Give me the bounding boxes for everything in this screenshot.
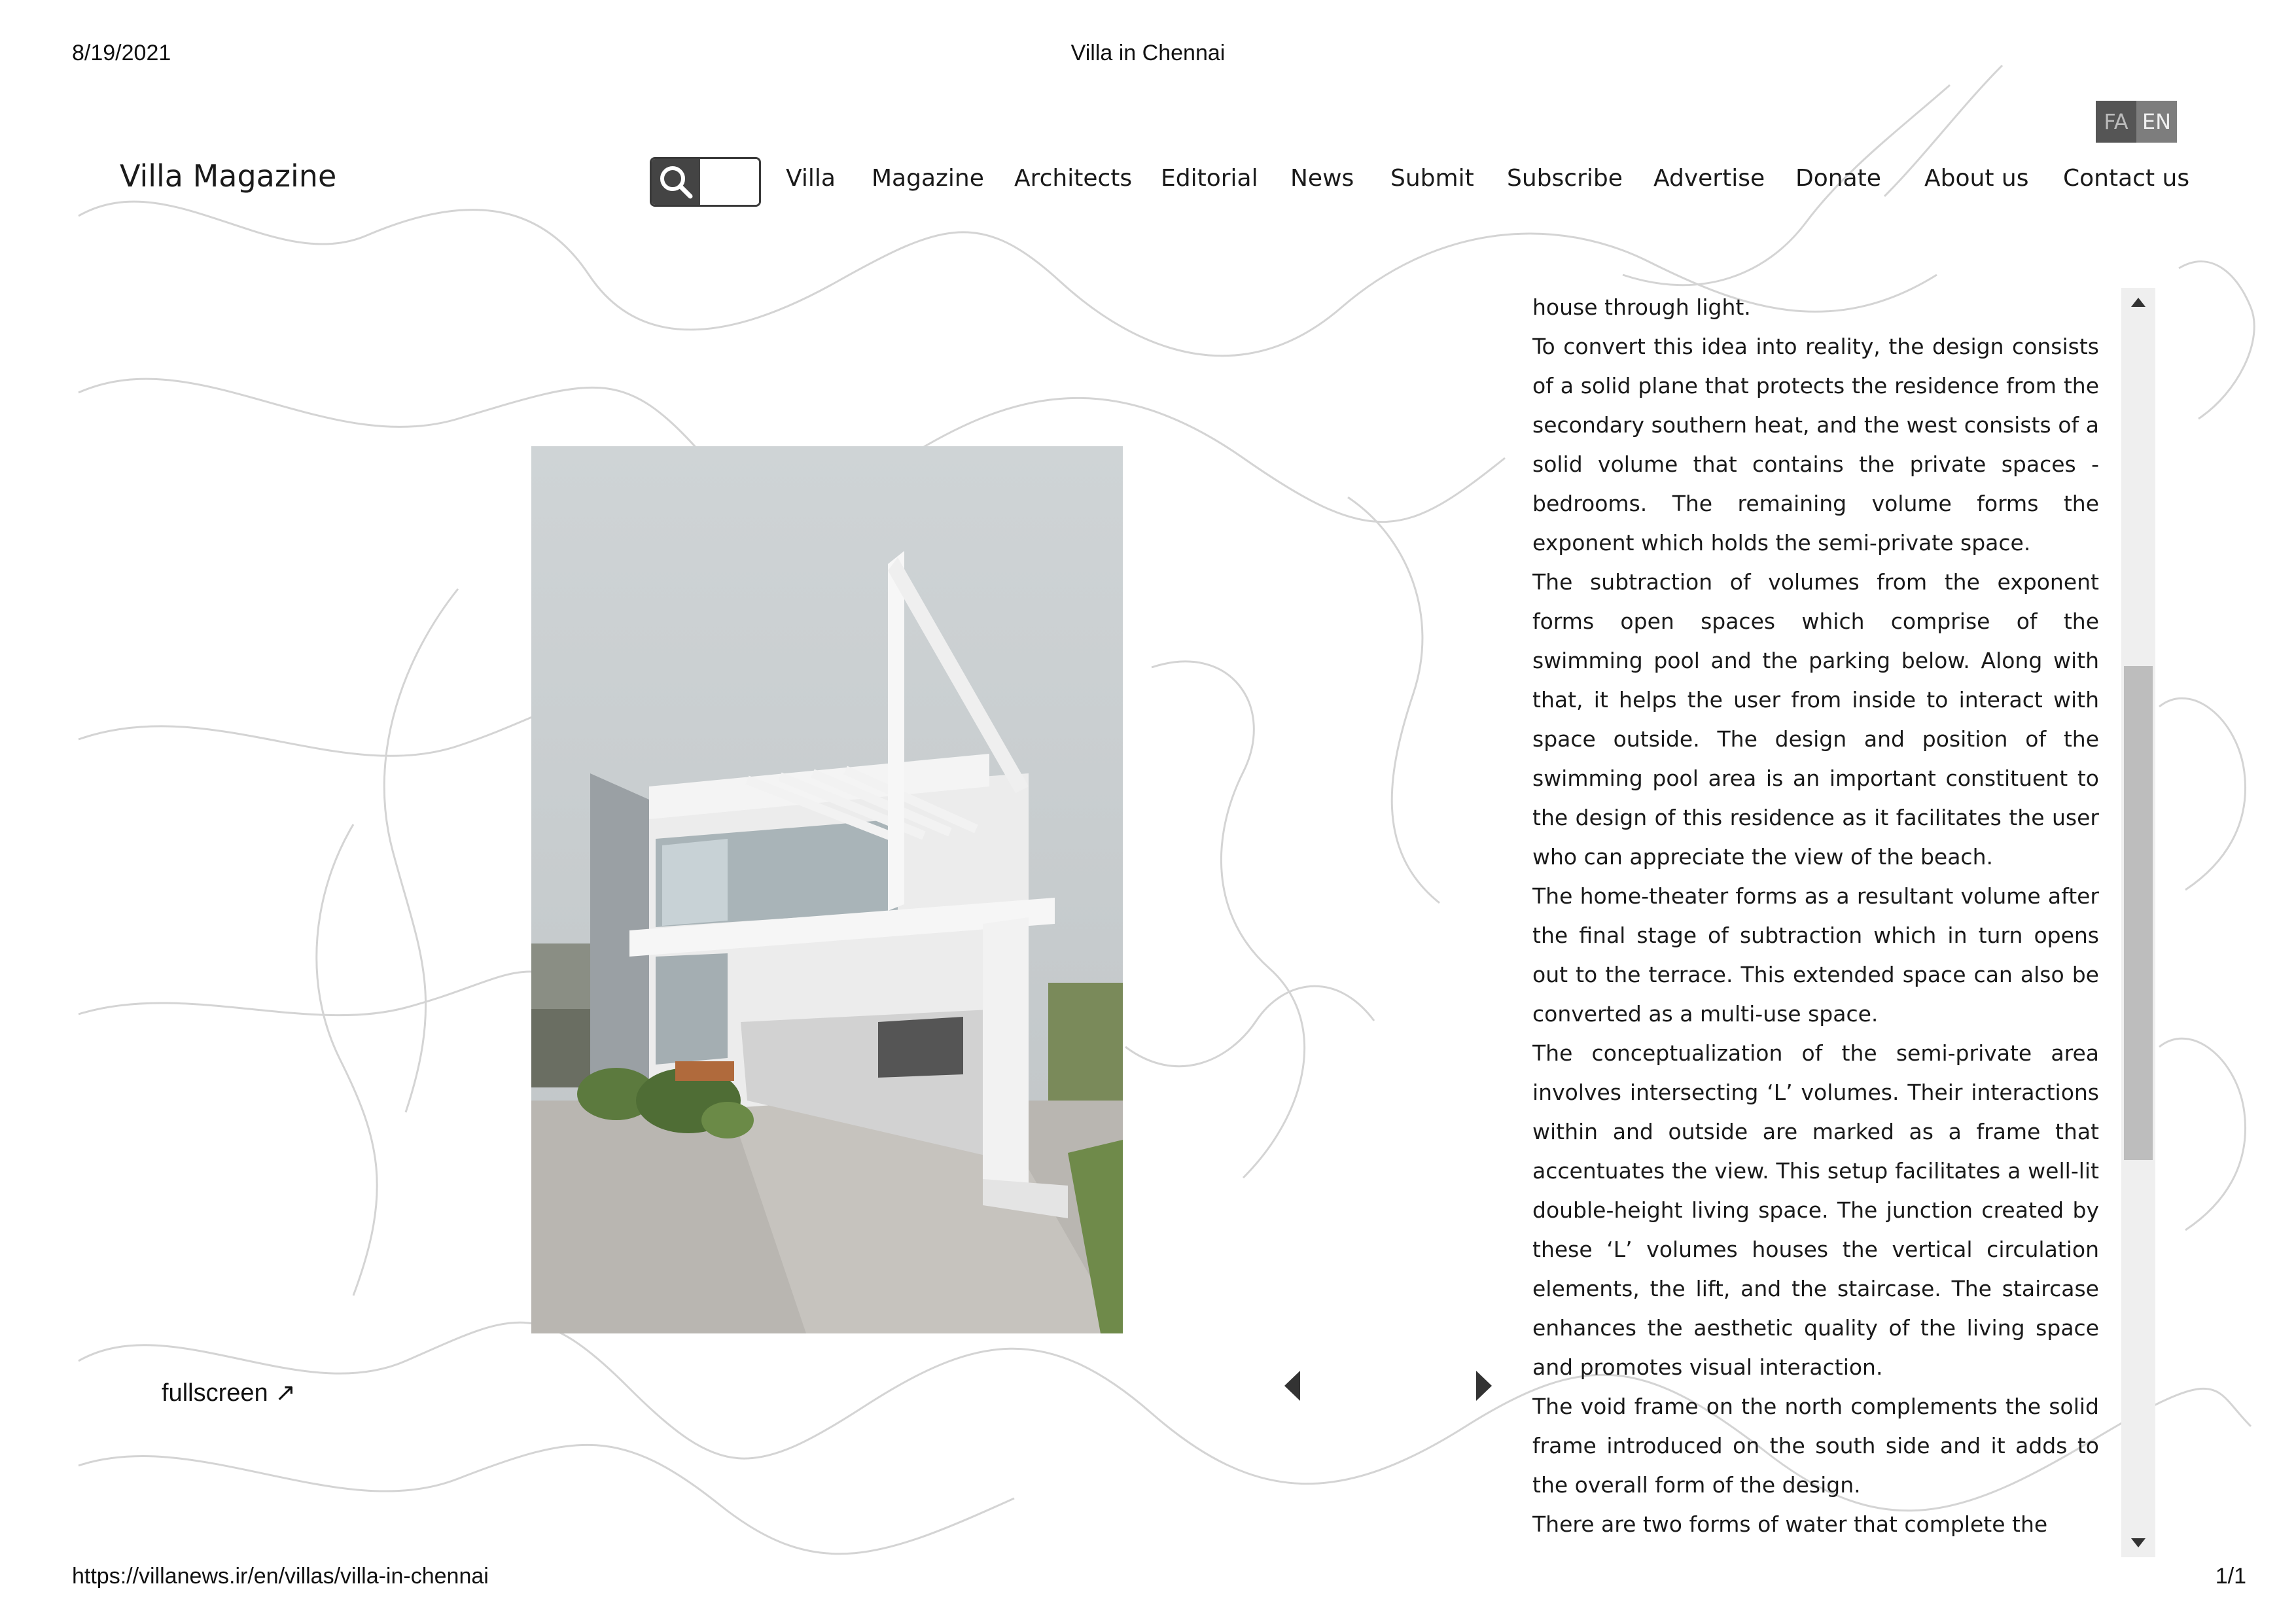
print-date: 8/19/2021 — [72, 41, 171, 65]
villa-photo[interactable] — [531, 446, 1123, 1333]
nav-architects[interactable]: Architects — [1014, 165, 1133, 192]
nav-villa[interactable]: Villa — [786, 165, 836, 192]
article-text[interactable] — [1532, 288, 2099, 1557]
article-paragraph: The void frame on the north complements the solid frame introduced on the south side and it adds to the overall form of the design. — [1532, 1394, 2099, 1498]
lang-fa-button[interactable]: FA — [2096, 101, 2136, 143]
search-icon[interactable] — [652, 159, 700, 205]
nav-donate[interactable]: Donate — [1795, 165, 1881, 192]
gallery-prev-button[interactable] — [1284, 1371, 1300, 1403]
nav-submit[interactable]: Submit — [1390, 165, 1474, 192]
caret-down-icon — [2131, 1538, 2146, 1547]
search-input[interactable] — [700, 159, 759, 205]
scroll-up-button[interactable] — [2121, 288, 2155, 317]
article-paragraph: house through light. — [1532, 294, 1751, 320]
print-url: https://villanews.ir/en/villas/villa-in-chennai — [72, 1564, 489, 1589]
print-title: Villa in Chennai — [1070, 41, 1226, 65]
article-paragraph: The conceptualization of the semi-private area involves intersecting ‘L’ volumes. Their interactions within and outside are marked as a frame that accentuates the view. This setup facilitates a well-lit double-height living space. The junction created by these ‘L’ volumes houses the vertical circulation elements, the lift, and the staircase. The staircase enhances the aesthetic quality of the living space and promotes visual interaction. — [1532, 1040, 2099, 1380]
triangle-right-icon — [1476, 1371, 1492, 1401]
article-paragraph: To convert this idea into reality, the design consists of a solid plane that protects the residence from the secondary southern heat, and the west consists of a solid volume that contains the private spaces - bedrooms. The remaining volume forms the exponent which holds the semi-private space. — [1532, 334, 2099, 555]
nav-magazine[interactable]: Magazine — [872, 165, 984, 192]
lang-en-button[interactable]: EN — [2136, 101, 2177, 143]
article-paragraph: There are two forms of water that complete the — [1532, 1511, 2048, 1537]
language-switcher — [2096, 101, 2177, 143]
caret-up-icon — [2131, 298, 2146, 307]
nav-advertise[interactable]: Advertise — [1653, 165, 1765, 192]
triangle-left-icon — [1284, 1371, 1300, 1401]
article-paragraph: The subtraction of volumes from the exponent forms open spaces which comprise of the swimming pool and the parking below. Along with that, it helps the user from inside to interact with space outside. The design and position of the swimming pool area is an important constituent to the design of this residence as it facilitates the user who can appreciate the view of the beach. — [1532, 569, 2099, 870]
article-scrollbar[interactable] — [2121, 288, 2155, 1557]
nav-subscribe[interactable]: Subscribe — [1507, 165, 1623, 192]
search-box[interactable] — [650, 157, 761, 207]
nav-contact-us[interactable]: Contact us — [2063, 165, 2190, 192]
nav-about-us[interactable]: About us — [1924, 165, 2029, 192]
print-page-number: 1/1 — [2215, 1564, 2246, 1589]
nav-news[interactable]: News — [1290, 165, 1354, 192]
fullscreen-button[interactable]: fullscreen ↗ — [162, 1379, 296, 1407]
nav-editorial[interactable]: Editorial — [1161, 165, 1258, 192]
scroll-thumb[interactable] — [2124, 666, 2153, 1160]
scroll-down-button[interactable] — [2121, 1528, 2155, 1557]
article-paragraph: The home-theater forms as a resultant volume after the final stage of subtraction which in turn opens out to the terrace. This extended space can also be converted as a multi-use space. — [1532, 883, 2099, 1027]
site-logo[interactable]: Villa Magazine — [120, 158, 337, 194]
gallery-next-button[interactable] — [1476, 1371, 1492, 1403]
